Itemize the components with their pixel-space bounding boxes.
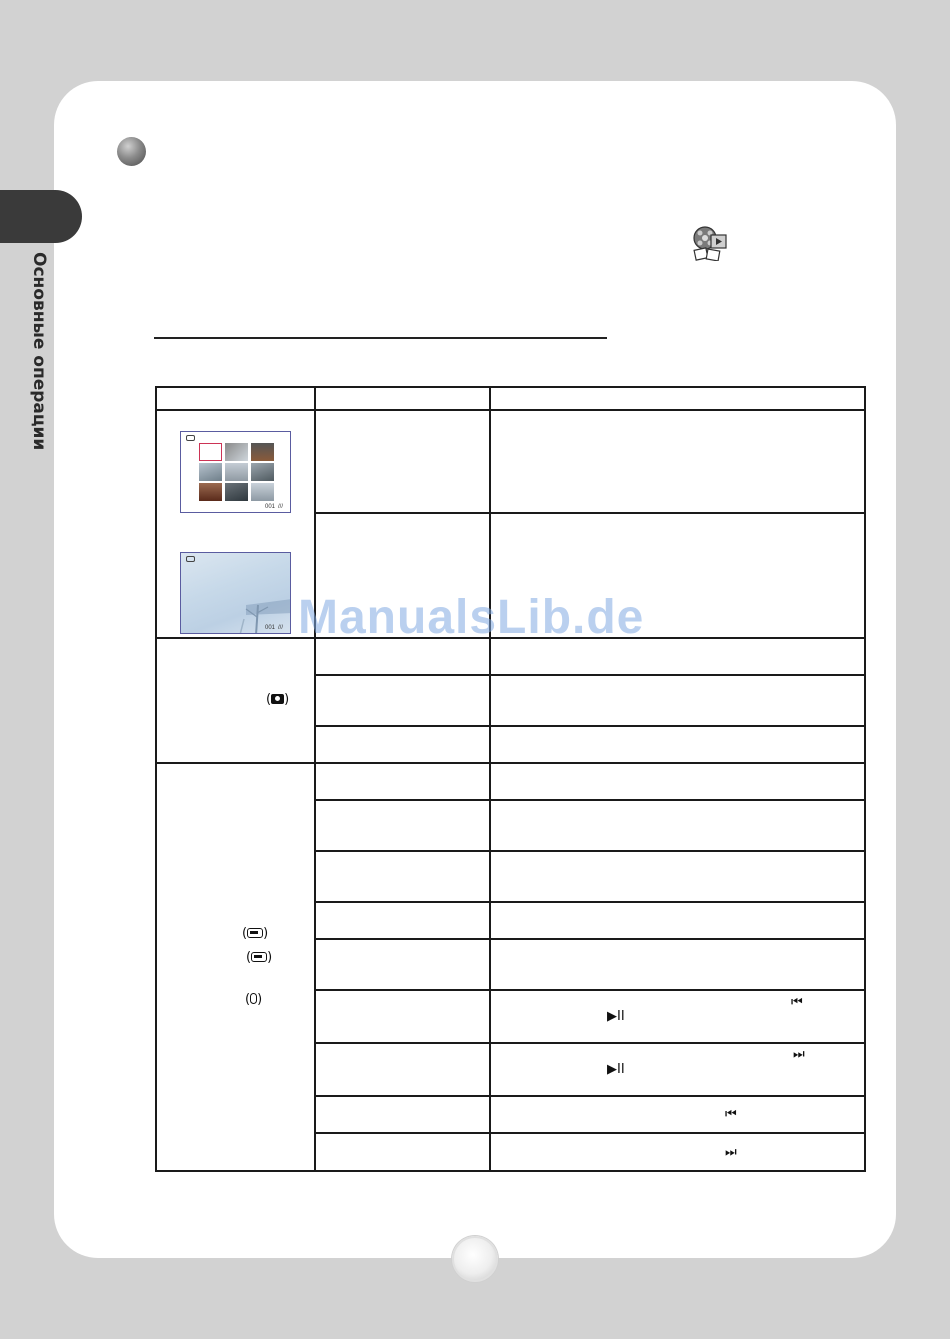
thumbnail [225,443,248,461]
camera-mode-marker [266,692,289,707]
playback-indicator-icon [186,435,195,441]
table-cell-video-mode [156,763,315,1171]
battery-indicator: /// [278,504,284,510]
table-cell [315,726,490,763]
skip-next-icon: ⏭ [725,1145,734,1160]
video-icon [251,952,267,962]
paren-open: ( [245,992,251,1007]
paren-close: ) [263,926,269,941]
table-header-row [156,387,865,410]
battery-indicator: /// [278,625,284,631]
video-mode-marker [242,926,268,941]
microphone-icon [250,993,257,1004]
section-underline [154,337,607,339]
table-cell [315,763,490,800]
table-cell [490,410,865,513]
table-cell [315,851,490,902]
table-cell [490,726,865,763]
skip-previous-icon: ⏮ [725,1107,734,1122]
table-cell [490,1096,865,1133]
chapter-label [25,252,49,482]
chapter-label-text: Основные операции [29,252,49,451]
video-mode-marker-2 [246,950,272,965]
thumbnail-selected [199,443,222,461]
thumbnail [199,463,222,481]
table-row [156,763,865,800]
table-cell [315,939,490,990]
table-cell [315,1043,490,1096]
table-cell [490,902,865,939]
table-cell [490,851,865,902]
thumbnail [199,483,222,501]
table-cell [315,410,490,513]
thumbnail [251,443,274,461]
table-cell-photo-mode [156,638,315,763]
fullscreen-view-preview [180,552,291,634]
card-indicator: 001 [265,504,276,510]
table-cell [315,990,490,1043]
table-cell [490,800,865,851]
section-bullet-icon [117,137,146,166]
thumbnail [251,463,274,481]
table-cell [490,763,865,800]
play-pause-icon: ▶II [607,1009,625,1024]
table-cell [490,1133,865,1171]
page-number-badge [452,1236,498,1282]
paren-open: ( [246,950,252,965]
paren-open: ( [266,692,272,707]
play-pause-icon: ▶II [607,1062,625,1077]
camera-icon [271,694,284,704]
table-cell [315,902,490,939]
skip-next-icon: ⏭ [793,1047,802,1062]
table-cell [315,800,490,851]
thumbnail [225,463,248,481]
skip-previous-icon: ⏮ [791,995,800,1010]
table-header-cell [490,387,865,410]
card-indicator: 001 [265,625,276,631]
table-cell [490,1043,865,1096]
table-cell [315,1096,490,1133]
table-cell [315,675,490,726]
playback-indicator-icon [186,556,195,562]
paren-close: ) [257,992,263,1007]
voice-mode-marker [245,992,262,1007]
table-header-cell [315,387,490,410]
paren-open: ( [242,926,248,941]
chapter-tab [0,190,82,243]
video-icon [247,928,263,938]
table-header-cell [156,387,315,410]
table-cell [490,990,865,1043]
playback-mode-icon [691,225,729,261]
paren-close: ) [284,692,290,707]
thumbnail [225,483,248,501]
table-cell [490,939,865,990]
table-cell [490,675,865,726]
paren-close: ) [267,950,273,965]
table-cell [315,1133,490,1171]
watermark: ManualsLib.de [298,591,645,644]
thumbnail [251,483,274,501]
thumbnail-view-preview [180,431,291,513]
